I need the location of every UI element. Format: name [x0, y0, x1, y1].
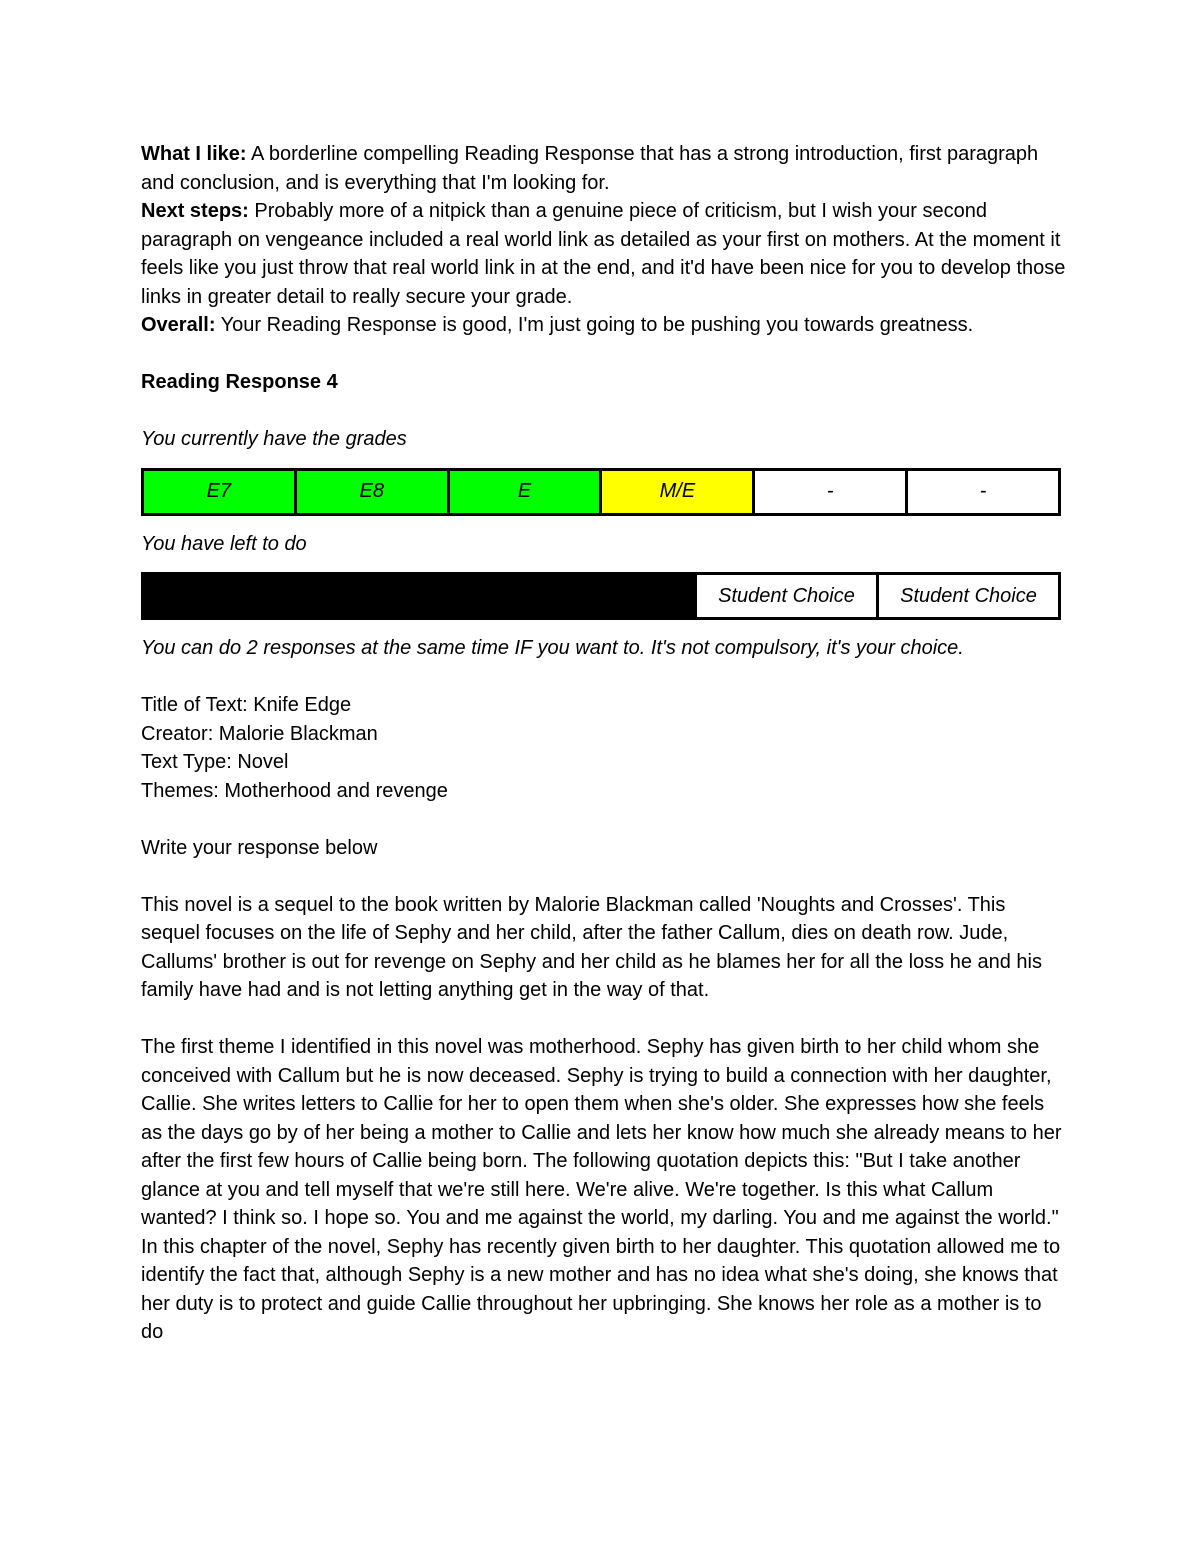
feedback-like: [141, 140, 1066, 197]
todo-cell: Student Choice: [696, 574, 878, 619]
grades-table: [141, 468, 1061, 516]
feedback-next-steps: [141, 197, 1066, 311]
feedback-overall: [141, 311, 1066, 340]
grade-cell: -: [907, 469, 1060, 514]
overall-label: Overall:: [141, 314, 216, 336]
grade-cell: E: [448, 469, 601, 514]
response-prompt: Write your response below: [141, 836, 378, 859]
left-caption: You have left to do: [141, 532, 307, 555]
document-page: [141, 140, 1066, 1347]
section-heading: Reading Response 4: [141, 371, 338, 393]
overall-text: Your Reading Response is good, I'm just going to be pushing you towards greatness.: [215, 314, 974, 336]
grade-cell: -: [754, 469, 907, 514]
like-text: A borderline compelling Reading Response that has a strong introduction, first paragraph and conclusion, and is everything that I'm looking for.: [141, 143, 1039, 194]
response-paragraph: The first theme I identified in this novel was motherhood. Sephy has given birth to her child whom she conceived with Callum but he is now deceased. Sephy is trying to build a connection with her daughter, Callie. She writes letters to Callie for her to open them when she's older. She expresses how she feels as the days go by of her being a mother to Callie and lets her know how much she already means to her after the first few hours of Callie being born. The following quotation depicts this: "But I take another glance at you and tell myself that we're still here. We're alive. We're together. Is this what Callum wanted? I think so. I hope so. You and me against the world, my darling. You and me against the world." In this chapter of the novel, Sephy has recently given birth to her daughter. This quotation allowed me to identify the fact that, although Sephy is a new mother and has no idea what she's doing, she knows that her duty is to protect and guide Callie throughout her upbringing. She knows her role as a mother is to do: [141, 1036, 1062, 1343]
grades-caption: You currently have the grades: [141, 428, 407, 450]
next-text: Probably more of a nitpick than a genuine piece of criticism, but I wish your second paragraph on vengeance included a real world link as detailed as your first on mothers. At the moment it feels like you just throw that real world link in at the end, and it'd have been nice for you to develop those links in greater detail to really secure your grade.: [141, 200, 1066, 308]
next-label: Next steps:: [141, 200, 249, 222]
grade-cell: E7: [143, 469, 296, 514]
response-paragraph: This novel is a sequel to the book written by Malorie Blackman called 'Noughts and Crosses'. This sequel focuses on the life of Sephy and her child, after the father Callum, dies on death row. Jude, Callums' brother is out for revenge on Sephy and her child as he blames her for all the loss he and his family have had and is not letting anything get in the way of that.: [141, 893, 1042, 1001]
grade-cell: E8: [295, 469, 448, 514]
text-type: Text Type: Novel: [141, 751, 289, 773]
todo-cell: Student Choice: [878, 574, 1060, 619]
left-to-do-table: [141, 572, 1061, 620]
text-creator: Creator: Malorie Blackman: [141, 722, 378, 745]
text-title: Title of Text: Knife Edge: [141, 694, 352, 716]
like-label: What I like:: [141, 143, 247, 165]
note: You can do 2 responses at the same time IF you want to. It's not compulsory, it's your choice.: [141, 637, 964, 659]
completed-block: [143, 574, 696, 619]
text-themes: Themes: Motherhood and revenge: [141, 779, 448, 802]
grade-cell: M/E: [601, 469, 754, 514]
